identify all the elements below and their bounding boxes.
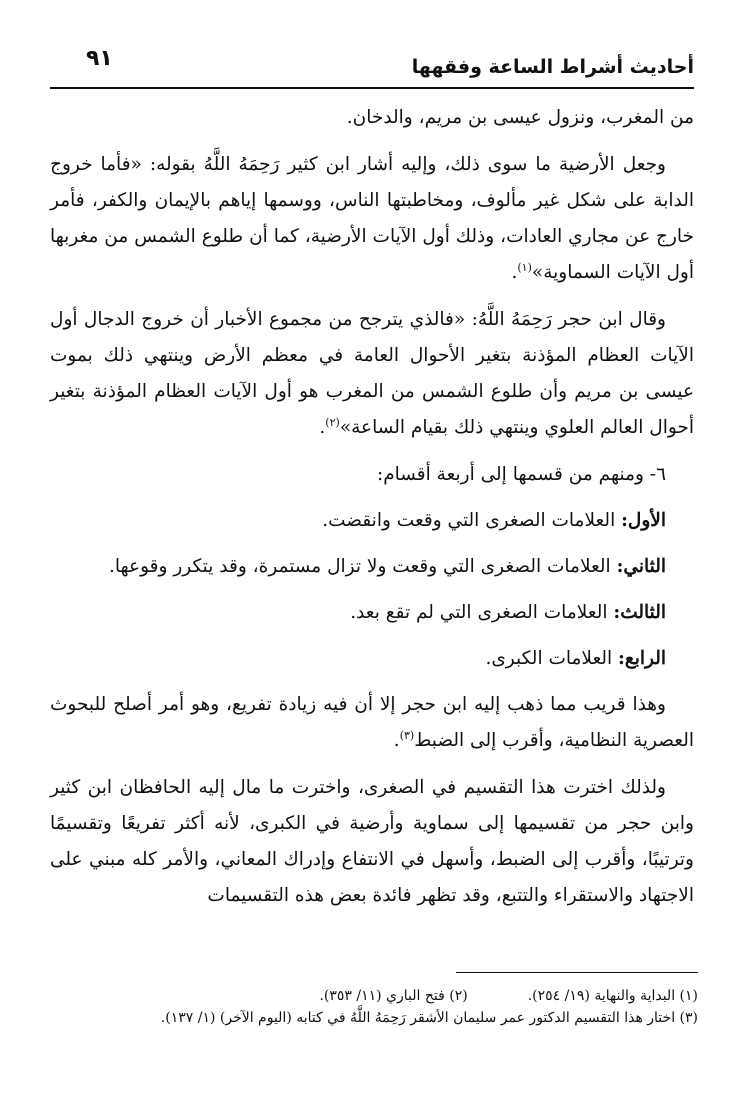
paragraph: وجعل الأرضية ما سوى ذلك، وإليه أشار ابن كثير رَحِمَهُ اللَّهُ بقوله: «فأما خروج الدابة على شكل غير مألوف، ومخاطبتها الناس، ووسمها إياهم بالإيمان والكفر، فأمر خارج عن مجاري العادات، وذلك أول الآيات الأرضية، كما أن طلوع الشمس من مغربها أول الآيات السماوية»$^{(١)}$.	[50, 154, 694, 283]
category-label: الأول:	[621, 510, 666, 531]
list-item: الأول: العلامات الصغرى التي وقعت وانقضت.	[322, 510, 666, 531]
footnote-row	[50, 985, 698, 1007]
page-header	[50, 40, 694, 84]
footnote-marker: (٢)	[325, 415, 340, 429]
category-label: الثاني:	[616, 556, 666, 577]
footnote-marker: (١)	[517, 260, 532, 274]
footnote-3: (٣) اختار هذا التقسيم الدكتور عمر سليمان الأشقر رَحِمَهُ اللَّهُ في كتابه (اليوم الآخر) (١/ ١٣٧).	[160, 1010, 698, 1026]
footnote-1: (١) البداية والنهاية (١٩/ ٢٥٤).	[527, 988, 698, 1004]
footnote-row	[50, 1007, 698, 1029]
category-label: الرابع:	[618, 648, 666, 669]
header-rule	[50, 87, 694, 89]
footnote-separator	[456, 972, 698, 973]
footnote-2: (٢) فتح الباري (١١/ ٣٥٣).	[319, 988, 468, 1004]
page-number: ٩١	[86, 46, 113, 71]
list-item: الرابع: العلامات الكبرى.	[485, 648, 666, 669]
list-heading: ٦- ومنهم من قسمها إلى أربعة أقسام:	[376, 464, 666, 485]
category-label: الثالث:	[613, 602, 666, 623]
running-title: أحاديث أشراط الساعة وفقهها	[411, 56, 694, 78]
paragraph: وهذا قريب مما ذهب إليه ابن حجر إلا أن فيه زيادة تفريع، وهو أمر أصلح للبحوث العصرية النظامية، وأقرب إلى الضبط$^{(٣)}$.	[50, 694, 694, 751]
list-item: الثاني: العلامات الصغرى التي وقعت ولا تزال مستمرة، وقد يتكرر وقوعها.	[109, 556, 666, 577]
paragraph: وقال ابن حجر رَحِمَهُ اللَّهُ: «فالذي يترجح من مجموع الأخبار أن خروج الدجال أول الآيات العظام المؤذنة بتغير الأحوال العامة في معظم الأرض وينتهي ذلك بموت عيسى بن مريم وأن طلوع الشمس من المغرب هو أول الآيات العظام المؤذنة بتغير أحوال العالم العلوي وينتهي ذلك بقيام الساعة»$^{(٢)}$.	[50, 309, 694, 438]
paragraph: من المغرب، ونزول عيسى بن مريم، والدخان.	[346, 107, 694, 128]
footnote-marker: (٣)	[399, 728, 415, 742]
footnotes	[50, 985, 698, 1029]
main-text	[50, 100, 694, 925]
paragraph: ولذلك اخترت هذا التقسيم في الصغرى، واخترت ما مال إليه الحافظان ابن كثير وابن حجر من تقسيمها إلى سماوية وأرضية في الكبرى، لأنه أكثر تفريعًا وتقسيمًا وترتيبًا، وأقرب إلى الضبط، وأسهل في الانتفاع وإدراك المعاني، والأمر كله مبني على الاجتهاد والاستقراء والتتبع، وقد تظهر فائدة بعض هذه التقسيمات	[50, 777, 694, 906]
list-item: الثالث: العلامات الصغرى التي لم تقع بعد.	[350, 602, 666, 623]
